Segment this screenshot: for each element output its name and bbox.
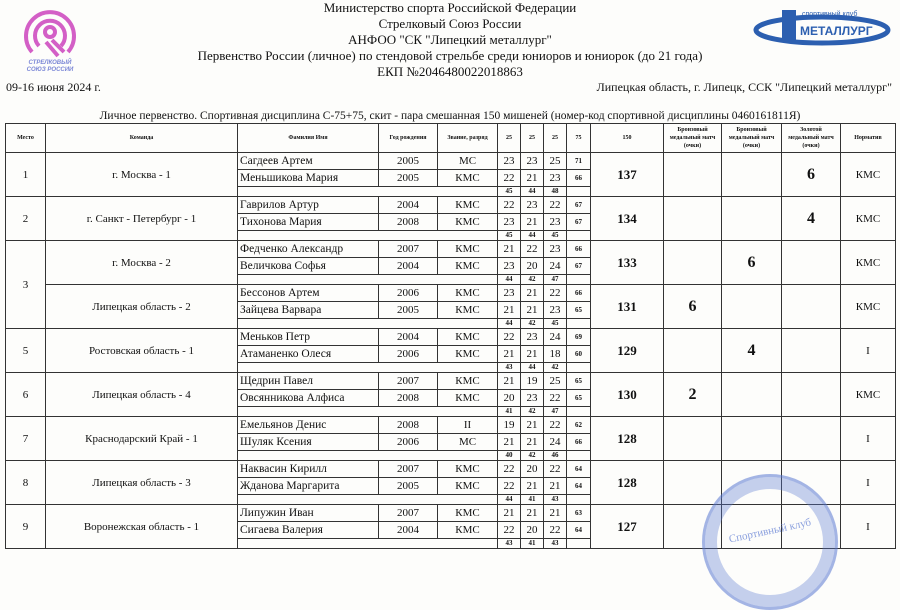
series-score: 23: [498, 258, 521, 275]
pair-series-score: 42: [521, 407, 544, 417]
gold-match: [782, 461, 841, 505]
pair-series-score: 45: [498, 231, 521, 241]
series-score: 22: [498, 197, 521, 214]
column-header: 25: [521, 124, 544, 153]
rank: КМС: [438, 461, 498, 478]
series-score: 23: [544, 170, 567, 187]
athlete-total: 60: [567, 346, 591, 363]
athlete-name: Жданова Маргарита: [238, 478, 379, 495]
pair-spacer: [567, 231, 591, 241]
column-header: Бронзовый медальный матч (очки): [664, 124, 722, 153]
series-score: 23: [544, 214, 567, 231]
athlete-name: Меньшикова Мария: [238, 170, 379, 187]
pair-spacer: [567, 275, 591, 285]
series-score: 22: [498, 522, 521, 539]
team-name: г. Москва - 2: [46, 241, 238, 285]
birth-year: 2005: [379, 170, 438, 187]
pair-series-score: 43: [498, 539, 521, 549]
pair-series-score: 40: [498, 451, 521, 461]
bronze-match-2: [722, 373, 782, 417]
pair-total: 129: [591, 329, 664, 373]
birth-year: 2007: [379, 241, 438, 258]
series-score: 19: [498, 417, 521, 434]
series-score: 21: [544, 478, 567, 495]
pair-spacer: [238, 451, 498, 461]
team-name: г. Санкт - Петербург - 1: [46, 197, 238, 241]
series-score: 21: [498, 505, 521, 522]
athlete-row: [6, 153, 896, 170]
rank: КМС: [438, 214, 498, 231]
athlete-name: Липужин Иван: [238, 505, 379, 522]
athlete-total: 71: [567, 153, 591, 170]
birth-year: 2005: [379, 153, 438, 170]
bronze-match-1: [664, 329, 722, 373]
rank: КМС: [438, 258, 498, 275]
column-header: Фамилия Имя: [238, 124, 379, 153]
event-location: Липецкая область, г. Липецк, ССК "Липецкий металлург": [596, 80, 892, 94]
pair-series-score: 43: [544, 495, 567, 505]
birth-year: 2004: [379, 522, 438, 539]
series-score: 22: [521, 241, 544, 258]
series-score: 21: [498, 241, 521, 258]
series-score: 22: [498, 170, 521, 187]
series-score: 22: [544, 461, 567, 478]
place-cell: 9: [6, 505, 46, 549]
athlete-total: 64: [567, 522, 591, 539]
rank: КМС: [438, 170, 498, 187]
team-name: г. Москва - 1: [46, 153, 238, 197]
rank: МС: [438, 153, 498, 170]
pair-total: 130: [591, 373, 664, 417]
pair-series-score: 44: [498, 495, 521, 505]
series-score: 23: [498, 214, 521, 231]
pair-series-score: 41: [498, 407, 521, 417]
pair-series-score: 45: [544, 231, 567, 241]
athlete-total: 67: [567, 258, 591, 275]
pair-spacer: [238, 539, 498, 549]
pair-series-score: 42: [521, 275, 544, 285]
rank: КМС: [438, 302, 498, 319]
rank: КМС: [438, 197, 498, 214]
pair-spacer: [238, 363, 498, 373]
pair-series-score: 44: [521, 231, 544, 241]
birth-year: 2005: [379, 478, 438, 495]
column-header: Год рождения: [379, 124, 438, 153]
logo-title: МЕТАЛЛУРГ: [800, 24, 873, 38]
athlete-name: Гаврилов Артур: [238, 197, 379, 214]
bronze-match-1: 2: [664, 373, 722, 417]
rank: КМС: [438, 522, 498, 539]
series-score: 24: [544, 329, 567, 346]
athlete-name: Бессонов Артем: [238, 285, 379, 302]
series-score: 21: [521, 478, 544, 495]
pair-total: 137: [591, 153, 664, 197]
series-score: 22: [498, 329, 521, 346]
athlete-name: Шуляк Ксения: [238, 434, 379, 451]
series-score: 23: [521, 153, 544, 170]
place-cell: 8: [6, 461, 46, 505]
series-score: 18: [544, 346, 567, 363]
athlete-name: Тихонова Мария: [238, 214, 379, 231]
column-header: 25: [544, 124, 567, 153]
series-score: 24: [544, 434, 567, 451]
series-score: 20: [521, 461, 544, 478]
series-score: 25: [544, 373, 567, 390]
athlete-name: Наквасин Кирилл: [238, 461, 379, 478]
athlete-total: 64: [567, 461, 591, 478]
pair-series-score: 44: [498, 319, 521, 329]
bronze-match-2: [722, 461, 782, 505]
birth-year: 2007: [379, 373, 438, 390]
bronze-match-1: 6: [664, 285, 722, 329]
series-score: 21: [521, 417, 544, 434]
column-header: Бронзовый медальный матч (очки): [722, 124, 782, 153]
ekp-number: ЕКП №2046480022018863: [377, 64, 523, 79]
pair-series-score: 43: [544, 539, 567, 549]
series-score: 22: [498, 461, 521, 478]
rank: КМС: [438, 373, 498, 390]
athlete-row: [6, 241, 896, 258]
rank: МС: [438, 434, 498, 451]
series-score: 22: [544, 522, 567, 539]
pair-series-score: 41: [521, 495, 544, 505]
bronze-match-2: [722, 197, 782, 241]
series-score: 21: [521, 170, 544, 187]
pair-spacer: [567, 187, 591, 197]
rank: КМС: [438, 390, 498, 407]
column-header: Золотой медальный матч (очки): [782, 124, 841, 153]
pair-series-score: 45: [544, 319, 567, 329]
rank: II: [438, 417, 498, 434]
athlete-name: Меньков Петр: [238, 329, 379, 346]
pair-total: 131: [591, 285, 664, 329]
birth-year: 2006: [379, 285, 438, 302]
series-score: 25: [544, 153, 567, 170]
norm: I: [841, 505, 896, 549]
athlete-row: [6, 417, 896, 434]
series-score: 21: [521, 214, 544, 231]
athlete-name: Федченко Александр: [238, 241, 379, 258]
athlete-row: [6, 461, 896, 478]
gold-match: 4: [782, 197, 841, 241]
series-score: 21: [521, 505, 544, 522]
norm: I: [841, 329, 896, 373]
athlete-name: Емельянов Денис: [238, 417, 379, 434]
athlete-total: 65: [567, 302, 591, 319]
athlete-total: 65: [567, 373, 591, 390]
series-score: 21: [498, 346, 521, 363]
athlete-total: 66: [567, 241, 591, 258]
athlete-total: 67: [567, 214, 591, 231]
gold-match: 6: [782, 153, 841, 197]
bronze-match-1: [664, 241, 722, 285]
bronze-match-2: [722, 417, 782, 461]
bronze-match-2: [722, 285, 782, 329]
series-score: 21: [544, 505, 567, 522]
pair-total: 127: [591, 505, 664, 549]
discipline-caption: Личное первенство. Спортивная дисциплина С-75+75, скит - пара смешанная 150 мишеней (номер-код спортивной дисциплины 0460161811Я): [99, 110, 801, 122]
place-cell: 2: [6, 197, 46, 241]
norm: КМС: [841, 197, 896, 241]
series-score: 21: [521, 302, 544, 319]
column-header: 75: [567, 124, 591, 153]
series-score: 22: [544, 390, 567, 407]
birth-year: 2007: [379, 505, 438, 522]
pair-spacer: [238, 187, 498, 197]
pair-total: 128: [591, 417, 664, 461]
series-score: 23: [521, 329, 544, 346]
results-table: [5, 123, 896, 549]
pair-spacer: [567, 363, 591, 373]
athlete-row: [6, 373, 896, 390]
athlete-name: Величкова Софья: [238, 258, 379, 275]
place-cell: 3: [6, 241, 46, 329]
pair-spacer: [238, 275, 498, 285]
team-name: Ростовская область - 1: [46, 329, 238, 373]
series-score: 22: [544, 285, 567, 302]
team-name: Липецкая область - 4: [46, 373, 238, 417]
athlete-name: Сигаева Валерия: [238, 522, 379, 539]
rank: КМС: [438, 285, 498, 302]
column-header: Норматив: [841, 124, 896, 153]
athlete-name: Атаманенко Олеся: [238, 346, 379, 363]
pair-series-score: 43: [498, 363, 521, 373]
birth-year: 2006: [379, 434, 438, 451]
organizer-line: АНФОО "СК "Липецкий металлург": [348, 32, 552, 47]
bronze-match-2: [722, 505, 782, 549]
pair-spacer: [238, 319, 498, 329]
norm: КМС: [841, 285, 896, 329]
logo-subtitle: спортивный клуб: [802, 11, 858, 18]
place-cell: 5: [6, 329, 46, 373]
column-header: 150: [591, 124, 664, 153]
team-name: Краснодарский Край - 1: [46, 417, 238, 461]
column-header: Звание, разряд: [438, 124, 498, 153]
birth-year: 2004: [379, 197, 438, 214]
pair-spacer: [238, 231, 498, 241]
series-score: 21: [498, 373, 521, 390]
rank: КМС: [438, 241, 498, 258]
gold-match: [782, 373, 841, 417]
pair-series-score: 45: [498, 187, 521, 197]
pair-series-score: 41: [521, 539, 544, 549]
norm: КМС: [841, 153, 896, 197]
pair-spacer: [238, 495, 498, 505]
series-score: 23: [521, 390, 544, 407]
pair-spacer: [567, 407, 591, 417]
pair-series-score: 42: [521, 319, 544, 329]
column-header: Место: [6, 124, 46, 153]
gold-match: [782, 417, 841, 461]
pair-series-score: 44: [521, 187, 544, 197]
pair-series-score: 44: [521, 363, 544, 373]
shooting-union-logo: СТРЕЛКОВЫЙ СОЮЗ РОССИИ: [20, 2, 90, 78]
norm: КМС: [841, 241, 896, 285]
bronze-match-2: 4: [722, 329, 782, 373]
athlete-total: 62: [567, 417, 591, 434]
pair-spacer: [567, 495, 591, 505]
athlete-total: 66: [567, 170, 591, 187]
bronze-match-1: [664, 461, 722, 505]
pair-series-score: 46: [544, 451, 567, 461]
athlete-total: 64: [567, 478, 591, 495]
rank: КМС: [438, 329, 498, 346]
series-score: 22: [544, 197, 567, 214]
gold-match: [782, 505, 841, 549]
series-score: 23: [544, 302, 567, 319]
pair-total: 133: [591, 241, 664, 285]
event-date: 09-16 июня 2024 г.: [6, 80, 101, 94]
gold-match: [782, 329, 841, 373]
athlete-name: Зайцева Варвара: [238, 302, 379, 319]
column-header: 25: [498, 124, 521, 153]
ministry-line: Министерство спорта Российской Федерации: [323, 0, 577, 15]
team-name: Липецкая область - 3: [46, 461, 238, 505]
norm: КМС: [841, 373, 896, 417]
pair-series-score: 42: [521, 451, 544, 461]
athlete-total: 67: [567, 197, 591, 214]
athlete-total: 69: [567, 329, 591, 346]
athlete-total: 65: [567, 390, 591, 407]
gold-match: [782, 285, 841, 329]
bronze-match-1: [664, 153, 722, 197]
athlete-name: Овсянникова Алфиса: [238, 390, 379, 407]
athlete-total: 63: [567, 505, 591, 522]
bronze-match-2: 6: [722, 241, 782, 285]
athlete-row: [6, 197, 896, 214]
pair-total: 128: [591, 461, 664, 505]
birth-year: 2008: [379, 214, 438, 231]
series-score: 21: [521, 346, 544, 363]
norm: I: [841, 417, 896, 461]
series-score: 20: [498, 390, 521, 407]
athlete-name: Сагдеев Артем: [238, 153, 379, 170]
athlete-name: Щедрин Павел: [238, 373, 379, 390]
bronze-match-1: [664, 505, 722, 549]
athlete-total: 66: [567, 285, 591, 302]
place-cell: 1: [6, 153, 46, 197]
team-name: Воронежская область - 1: [46, 505, 238, 549]
series-score: 21: [498, 434, 521, 451]
series-score: 22: [544, 417, 567, 434]
birth-year: 2004: [379, 329, 438, 346]
rank: КМС: [438, 346, 498, 363]
series-score: 22: [498, 478, 521, 495]
column-header: Команда: [46, 124, 238, 153]
athlete-row: [6, 329, 896, 346]
bronze-match-1: [664, 417, 722, 461]
series-score: 21: [498, 302, 521, 319]
series-score: 24: [544, 258, 567, 275]
bronze-match-1: [664, 197, 722, 241]
series-score: 20: [521, 522, 544, 539]
pair-total: 134: [591, 197, 664, 241]
birth-year: 2004: [379, 258, 438, 275]
birth-year: 2006: [379, 346, 438, 363]
rank: КМС: [438, 478, 498, 495]
place-cell: 6: [6, 373, 46, 417]
athlete-row: [6, 285, 896, 302]
pair-series-score: 47: [544, 275, 567, 285]
athlete-total: 66: [567, 434, 591, 451]
place-cell: 7: [6, 417, 46, 461]
norm: I: [841, 461, 896, 505]
series-score: 21: [521, 434, 544, 451]
header-row: [6, 124, 896, 153]
rank: КМС: [438, 505, 498, 522]
birth-year: 2008: [379, 390, 438, 407]
team-name: Липецкая область - 2: [46, 285, 238, 329]
pair-spacer: [238, 407, 498, 417]
pair-spacer: [567, 319, 591, 329]
series-score: 21: [521, 285, 544, 302]
pair-series-score: 42: [544, 363, 567, 373]
series-score: 23: [498, 285, 521, 302]
series-score: 23: [544, 241, 567, 258]
series-score: 23: [521, 197, 544, 214]
athlete-row: [6, 505, 896, 522]
pair-spacer: [567, 539, 591, 549]
series-score: 20: [521, 258, 544, 275]
birth-year: 2008: [379, 417, 438, 434]
birth-year: 2005: [379, 302, 438, 319]
birth-year: 2007: [379, 461, 438, 478]
pair-spacer: [567, 451, 591, 461]
union-line: Стрелковый Союз России: [378, 16, 522, 31]
pair-series-score: 47: [544, 407, 567, 417]
series-score: 23: [498, 153, 521, 170]
document-title: Первенство России (личное) по стендовой стрельбе среди юниоров и юниорок (до 21 года): [197, 48, 703, 63]
pair-series-score: 44: [498, 275, 521, 285]
pair-series-score: 48: [544, 187, 567, 197]
series-score: 19: [521, 373, 544, 390]
bronze-match-2: [722, 153, 782, 197]
gold-match: [782, 241, 841, 285]
official-stamp: Спортивный клуб: [702, 474, 838, 610]
